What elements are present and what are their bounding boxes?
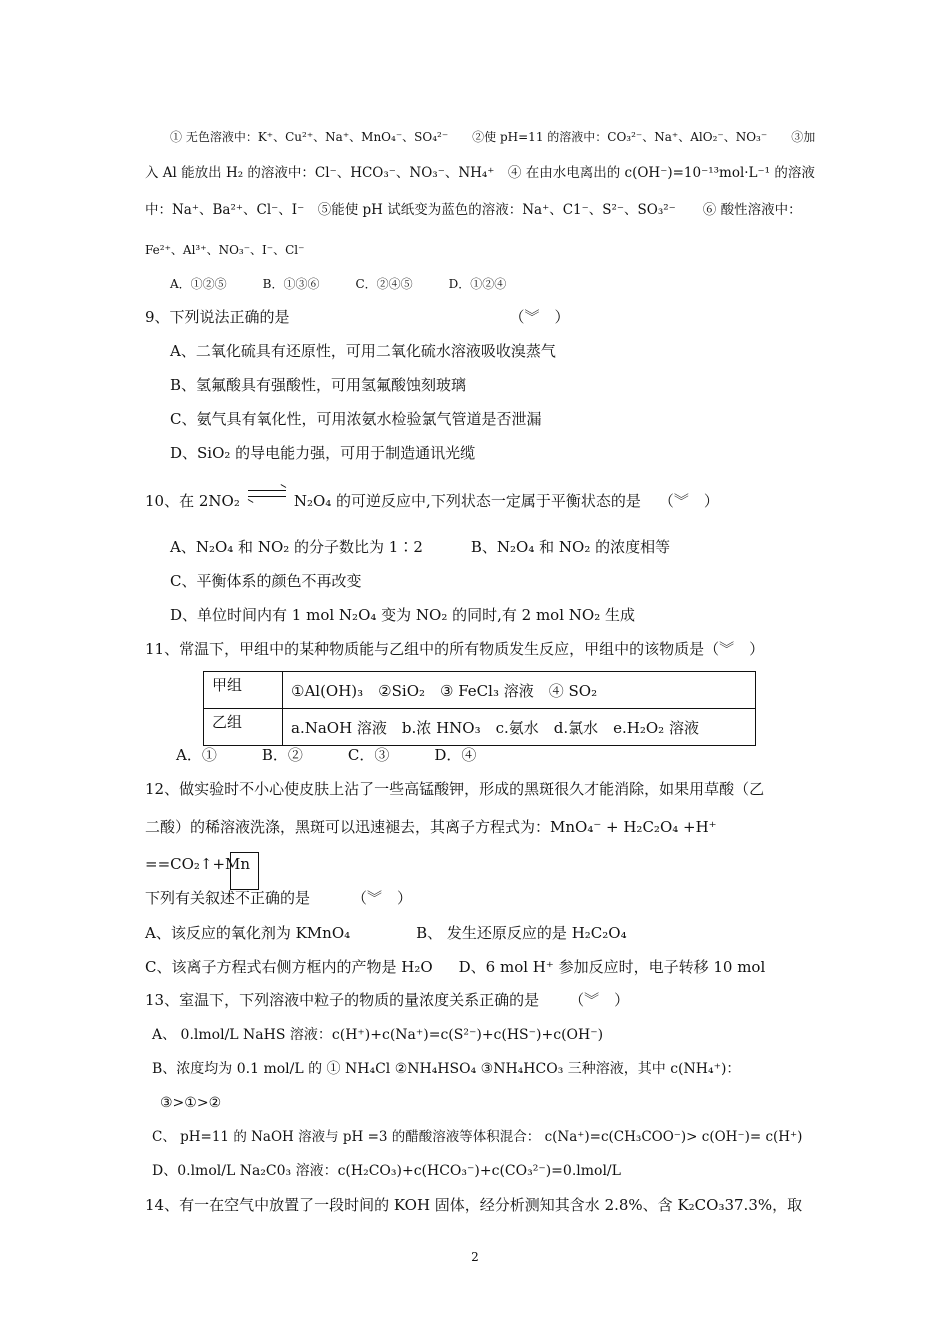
q13-stem: 13、室温下，下列溶液中粒子的物质的量浓度关系正确的是: [145, 991, 540, 1009]
q9-stem-text: 9、下列说法正确的是: [145, 308, 290, 326]
q12-option-b: B、 发生还原反应的是 H₂C₂O₄: [416, 924, 627, 942]
q9-option-c: C、氨气具有氧化性，可用浓氨水检验氯气管道是否泄漏: [170, 410, 542, 428]
q10-option-b: B、N₂O₄ 和 NO₂ 的浓度相等: [470, 538, 671, 556]
q13-option-d: D、0.lmol/L Na₂C0₃ 溶液：c(H₂CO₃)+c(HCO₃⁻)+c(CO₃²⁻)=0.lmol/L: [152, 1163, 621, 1179]
q9-option-b: B、氢氟酸具有强酸性，可用氢氟酸蚀刻玻璃: [170, 376, 467, 394]
q8-option-line-2: 入 Al 能放出 H₂ 的溶液中：Cl⁻、HCO₃⁻、NO₃⁻、NH₄⁺ ④ 在由水电离出的 c(OH⁻)=10⁻¹³mol·L⁻¹ 的溶液: [145, 165, 815, 181]
q10-stem-pre: 10、在 2NO₂: [145, 492, 240, 510]
q13-option-b-line-2: ③>①>②: [160, 1095, 222, 1111]
q8-option-line-4: Fe²⁺、Al³⁺、NO₃⁻、I⁻、Cl⁻: [145, 243, 305, 257]
q12-option-d: D、6 mol H⁺ 参加反应时，电子转移 10 mol: [458, 958, 766, 976]
q14-line-1: 14、有一在空气中放置了一段时间的 KOH 固体，经分析测知其含水 2.8%、含 K₂CO₃37.3%，取: [145, 1196, 803, 1214]
q12-line-2: 二酸）的稀溶液洗涤，黑斑可以迅速褪去，其离子方程式为：MnO₄⁻ + H₂C₂O₄ +H⁺: [145, 818, 717, 836]
q9-option-a: A、二氧化硫具有还原性，可用二氧化硫水溶液吸收溴蒸气: [170, 342, 556, 360]
q13-answer-paren: （︾ ）: [569, 991, 630, 1009]
q11-row1-body: ①Al(OH)₃ ②SiO₂ ③ FeCl₃ 溶液 ④ SO₂: [283, 672, 756, 709]
q12-answer-paren: （︾ ）: [352, 889, 413, 907]
q12-line-4: [145, 887, 412, 909]
q13-option-a: A、 0.lmol/L NaHS 溶液：c(H⁺)+c(Na⁺)=c(S²⁻)+c(HS⁻)+c(OH⁻): [152, 1027, 604, 1043]
q10-stem-post: N₂O₄ 的可逆反应中,下列状态一定属于平衡状态的是: [293, 492, 641, 510]
answer-box: [230, 852, 259, 890]
q8-choices: A．①②⑤ B．①③⑥ C．②④⑤ D．①②④: [170, 277, 507, 291]
q11-row2-body: a.NaOH 溶液 b.浓 HNO₃ c.氨水 d.氯水 e.H₂O₂ 溶液: [283, 709, 756, 746]
q11-row1-head: 甲组: [204, 672, 283, 709]
q10-option-d: D、单位时间内有 1 mol N₂O₄ 变为 NO₂ 的同时,有 2 mol NO₂ 生成: [170, 606, 635, 624]
q12-option-c: C、该离子方程式右侧方框内的产物是 H₂O: [145, 958, 433, 976]
q10-option-a: A、N₂O₄ 和 NO₂ 的分子数比为 1∶2: [170, 538, 423, 556]
table-row: [204, 672, 756, 709]
q12-options-ab: [145, 922, 627, 944]
q13-option-c: C、 pH=11 的 NaOH 溶液与 pH =3 的醋酸溶液等体积混合： c(Na⁺)=c(CH₃COO⁻)> c(OH⁻)= c(H⁺): [152, 1129, 803, 1145]
q9-stem: [145, 306, 570, 328]
q10-options-ab: [170, 536, 670, 558]
q9-option-d: D、SiO₂ 的导电能力强，可用于制造通讯光缆: [170, 444, 476, 462]
q12-option-a: A、该反应的氧化剂为 KMnO₄: [145, 924, 351, 942]
q12-line-3: ==CO₂↑+Mn: [145, 855, 251, 873]
q11-stem: 11、常温下，甲组中的某种物质能与乙组中的所有物质发生反应，甲组中的该物质是（︾ ）: [145, 640, 765, 658]
q11-choices: A．① B．② C．③ D．④: [176, 746, 477, 764]
q13-option-b-line-1: B、浓度均为 0.1 mol/L 的 ① NH₄Cl ②NH₄HSO₄ ③NH₄HCO₃ 三种溶液，其中 c(NH₄⁺)：: [152, 1061, 741, 1077]
q10-option-c: C、平衡体系的颜色不再改变: [170, 572, 362, 590]
q12-options-cd: [145, 956, 765, 978]
q13-stem-line: [145, 989, 629, 1011]
q11-row2-head: 乙组: [204, 709, 283, 746]
page-number: 2: [471, 1250, 479, 1264]
table-row: [204, 709, 756, 746]
q12-stem: 下列有关叙述不正确的是: [145, 889, 311, 907]
q10-answer-paren: （︾ ）: [658, 492, 719, 510]
reversible-arrow-icon: [248, 488, 286, 500]
q8-option-line-3: 中：Na⁺、Ba²⁺、Cl⁻、I⁻ ⑤能使 pH 试纸变为蓝色的溶液：Na⁺、C1⁻、S²⁻、SO₃²⁻ ⑥ 酸性溶液中：: [145, 202, 802, 218]
q8-option-line-1: ① 无色溶液中：K⁺、Cu²⁺、Na⁺、MnO₄⁻、SO₄²⁻ ②使 pH=11 的溶液中：CO₃²⁻、Na⁺、AlO₂⁻、NO₃⁻ ③加: [170, 130, 816, 144]
q9-answer-paren: （︾ ）: [509, 308, 570, 326]
q11-table: [203, 671, 756, 746]
q12-line-1: 12、做实验时不小心使皮肤上沾了一些高锰酸钾，形成的黑斑很久才能消除，如果用草酸（乙: [145, 780, 765, 798]
q10-stem: [145, 490, 719, 512]
